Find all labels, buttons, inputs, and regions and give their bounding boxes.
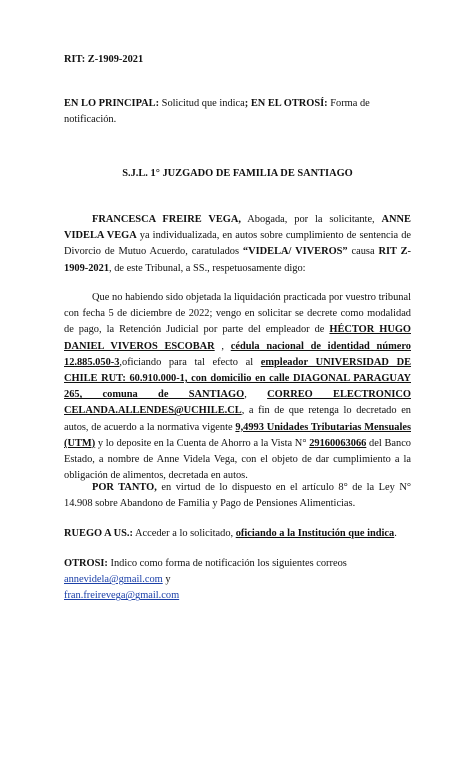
court-name: S.J.L. 1° JUZGADO DE FAMILIA DE SANTIAGO: [122, 168, 353, 179]
lawyer-name: FRANCESCA FREIRE VEGA,: [92, 214, 241, 225]
body-text-7: del Banco Estado, a nombre de Anne Videla Vega, con el objeto de dar cumplimiento a la obligación de alimentos, decretada en autos.: [64, 437, 412, 482]
rit-label: RIT: Z-1909-2021: [64, 54, 144, 65]
por-tanto-text: en virtud de lo dispuesto en el artículo 8° de la Ley N° 14.908 sobre Abandono de Familia y Pago de Pensiones Alimenticias.: [64, 482, 411, 510]
principal-text: Solicitud que indica: [159, 98, 245, 109]
intro-text-1: Abogada, por la solicitante,: [240, 214, 382, 225]
body-text-5: , a fin de que retenga lo decretado en autos, de acuerdo a la normativa vigente: [64, 405, 411, 433]
employer-details: empleador UNIVERSIDAD DE CHILE RUT: 60.910.000-1, con domicilio en calle DIAGONAL PARAGUAY 265, comuna de SANTIAGO: [64, 356, 412, 401]
otrosi-label: OTROSI:: [64, 558, 108, 569]
ruego-label: RUEGO A US.:: [64, 528, 133, 539]
email-link-1[interactable]: annevidela@gmail.com: [64, 574, 163, 586]
email-link-2[interactable]: fran.freirevega@gmail.com: [64, 590, 180, 602]
intro-text-4: , de este Tribunal, a SS., respetuosamente digo:: [109, 262, 306, 274]
ruego-text-2: .: [394, 528, 397, 539]
account-number: 29160063066: [309, 437, 367, 449]
otrosi-text-2: y: [162, 574, 171, 586]
client-name: ANNE VIDELA VEGA: [64, 214, 411, 242]
employer-email: CORREO ELECTRONICO CELANDA.ALLENDES@UCHILE.CL: [64, 389, 411, 417]
body-text-1: Que no habiendo sido objetada la liquidación practicada por vuestro tribunal con fecha 5 de diciembre de 2022; vengo en solicitar se decrete como modalidad de pago, la Retención Judicial por parte del empleador de: [64, 292, 411, 336]
principal-label: EN LO PRINCIPAL:: [64, 98, 160, 109]
case-title: “VIDELA/ VIVEROS”: [242, 246, 348, 258]
summary-line: [64, 96, 411, 128]
otrosi-summary-text: Forma de notificación.: [64, 98, 370, 126]
ruego-text-1: Acceder a lo solicitado,: [133, 528, 236, 539]
otrosi-paragraph: [64, 556, 411, 605]
body-text-6: y lo deposite en la Cuenta de Ahorro a la Vista N°: [95, 437, 310, 449]
otrosi-text-1: Indico como forma de notificación los siguientes correos: [107, 558, 347, 569]
por-tanto-paragraph: [64, 480, 411, 512]
otrosi-summary-label: ; EN EL OTROSÍ:: [244, 98, 328, 109]
body-text-2: ,: [214, 340, 231, 352]
case-number: [64, 52, 411, 68]
body-text-3: ,oficiando para tal efecto al: [119, 356, 261, 368]
utm-amount: 9,4993 Unidades Tributarias Mensuales (UTM): [64, 421, 411, 449]
intro-paragraph: [64, 212, 411, 277]
court-heading: [64, 166, 411, 182]
intro-text-2: ya individualizada, en autos sobre cumplimiento de sentencia de Divorcio de Mutuo Acuerdo, caratulados: [64, 230, 411, 258]
employee-id: cédula nacional de identidad número 12.885.050-3: [64, 340, 412, 368]
por-tanto-label: POR TANTO,: [92, 482, 157, 493]
ruego-paragraph: [64, 526, 411, 542]
intro-rit: RIT Z-1909-2021: [64, 246, 411, 274]
body-text-4: ,: [244, 389, 268, 401]
body-paragraph: [64, 290, 411, 484]
employee-name: HÉCTOR HUGO DANIEL VIVEROS ESCOBAR: [64, 324, 411, 352]
intro-text-3: causa: [347, 246, 379, 258]
ruego-action: oficiando a la Institución que indica: [235, 528, 395, 539]
